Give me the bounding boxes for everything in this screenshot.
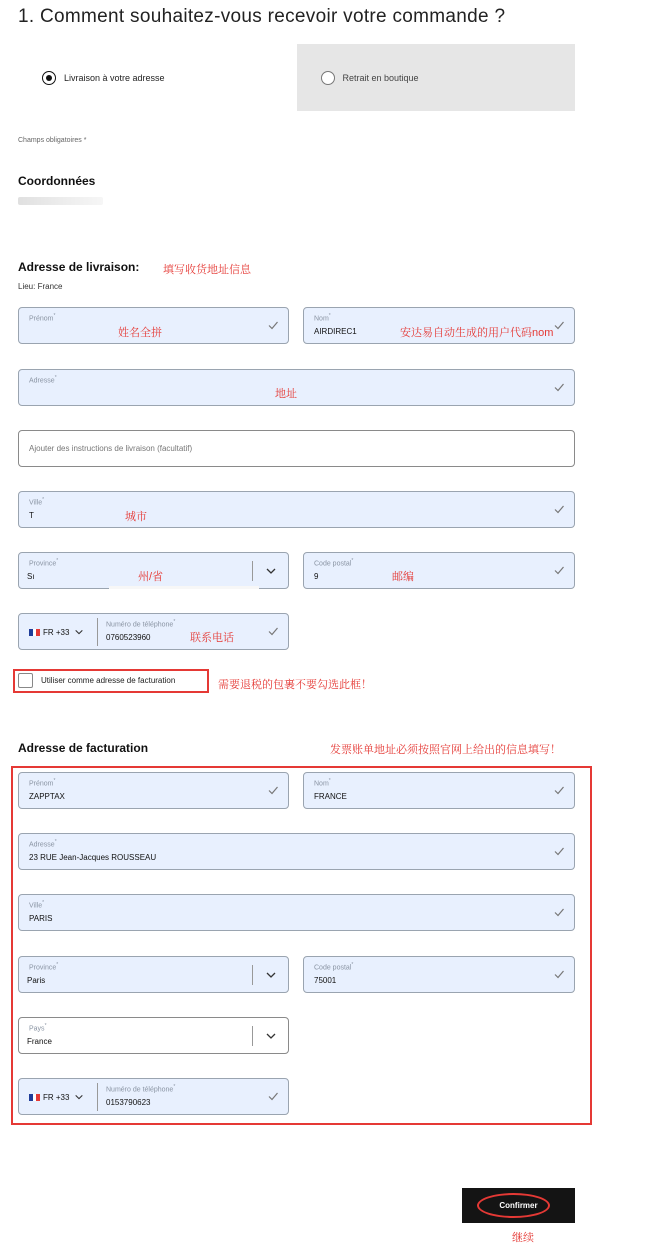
check-icon xyxy=(553,503,565,515)
check-icon xyxy=(553,319,565,331)
shipping-phone-field[interactable]: FR +33 Numéro de téléphone* 0760523960 xyxy=(18,613,289,650)
billing-adresse-label: Adresse xyxy=(29,841,55,849)
billing-postal-code-label: Code postal xyxy=(314,964,352,972)
billing-country-code-select[interactable] xyxy=(29,1092,84,1102)
billing-prenom-value: ZAPPTAX xyxy=(29,792,65,801)
chevron-down-icon[interactable] xyxy=(265,1030,277,1042)
shipping-prenom-label: Prénom xyxy=(29,315,54,323)
radio-store-pickup[interactable] xyxy=(321,71,335,85)
tab-home-delivery[interactable] xyxy=(18,44,297,111)
annotation-continue: 继续 xyxy=(512,1232,534,1244)
billing-postal-code-value: 75001 xyxy=(314,976,337,985)
chevron-down-icon[interactable] xyxy=(265,969,277,981)
annotation-address: 地址 xyxy=(275,388,297,400)
shipping-nom-label: Nom xyxy=(314,315,329,323)
annotation-tax-refund-warning: 需要退税的包裹不要勾选此框！ xyxy=(218,679,372,691)
check-icon xyxy=(553,784,565,796)
radio-home-delivery[interactable] xyxy=(42,71,56,85)
shipping-ville-value: T xyxy=(29,511,34,520)
check-icon xyxy=(553,381,565,393)
check-icon xyxy=(267,625,279,637)
billing-phone-field[interactable]: FR +33 Numéro de téléphone* 0153790623 xyxy=(18,1078,289,1115)
delivery-method-tabs xyxy=(18,44,575,111)
shipping-adresse-field[interactable]: Adresse* xyxy=(18,369,575,406)
annotation-full-name: 姓名全拼 xyxy=(118,327,162,339)
country-code-select[interactable] xyxy=(29,627,84,637)
confirm-button[interactable] xyxy=(462,1188,575,1223)
shipping-province-select[interactable]: Province* Sı xyxy=(18,552,289,589)
delivery-instructions-field[interactable] xyxy=(18,430,575,467)
tab-home-delivery-label: Livraison à votre adresse xyxy=(64,72,165,83)
shipping-phone-value: 0760523960 xyxy=(106,633,151,642)
shipping-nom-value: AIRDIREC1 xyxy=(314,327,357,336)
shipping-postal-code-field[interactable]: Code postal* 9 xyxy=(303,552,575,589)
shipping-adresse-label: Adresse xyxy=(29,377,55,385)
page-title: 1. Comment souhaitez-vous recevoir votre commande ? xyxy=(18,6,506,27)
use-as-billing-label[interactable]: Utiliser comme adresse de facturation xyxy=(41,676,176,685)
annotation-user-code: 安达易自动生成的用户代码nom xyxy=(400,327,554,339)
redacted-contact-info xyxy=(18,197,103,205)
billing-nom-field[interactable]: Nom* FRANCE xyxy=(303,772,575,809)
billing-province-value: Paris xyxy=(27,976,46,985)
chevron-down-icon xyxy=(74,627,84,637)
confirm-highlight-oval xyxy=(477,1193,550,1218)
billing-nom-label: Nom xyxy=(314,780,329,788)
shipping-lieu: Lieu: France xyxy=(18,282,63,291)
billing-prenom-label: Prénom xyxy=(29,780,54,788)
coordonnees-heading: Coordonnées xyxy=(18,174,96,188)
check-icon xyxy=(553,968,565,980)
shipping-phone-label: Numéro de téléphone xyxy=(106,621,174,629)
chevron-down-icon xyxy=(74,1092,84,1102)
billing-phone-value: 0153790623 xyxy=(106,1098,151,1107)
shipping-ville-label: Ville xyxy=(29,499,43,507)
billing-country-label: Pays xyxy=(29,1025,45,1033)
annotation-billing-note: 发票账单地址必须按照官网上给出的信息填写！ xyxy=(330,744,561,756)
shipping-postal-code-value: 9 xyxy=(314,572,319,581)
check-icon xyxy=(267,1090,279,1102)
country-code-label: FR +33 xyxy=(43,627,70,637)
billing-country-select[interactable]: Pays* France xyxy=(18,1017,289,1054)
tab-store-pickup-label: Retrait en boutique xyxy=(342,72,419,83)
required-note: Champs obligatoires * xyxy=(18,137,87,144)
annotation-fill-shipping: 填写收货地址信息 xyxy=(163,264,251,276)
use-as-billing-checkbox[interactable] xyxy=(18,673,33,688)
billing-highlight-box xyxy=(11,766,592,1125)
confirm-button-label: Confirmer xyxy=(499,1201,538,1210)
billing-ville-value: PARIS xyxy=(29,914,53,923)
tab-store-pickup[interactable] xyxy=(297,44,576,111)
shipping-province-label: Province xyxy=(29,560,57,568)
billing-phone-label: Numéro de téléphone xyxy=(106,1086,174,1094)
france-flag-icon xyxy=(29,1094,40,1101)
annotation-phone: 联系电话 xyxy=(190,632,234,644)
billing-nom-value: FRANCE xyxy=(314,792,347,801)
shipping-postal-code-label: Code postal xyxy=(314,560,352,568)
annotation-zip: 邮编 xyxy=(392,571,414,583)
billing-adresse-value: 23 RUE Jean-Jacques ROUSSEAU xyxy=(29,853,157,862)
chevron-down-icon[interactable] xyxy=(265,565,277,577)
billing-prenom-field[interactable]: Prénom* ZAPPTAX xyxy=(18,772,289,809)
shipping-ville-field[interactable]: Ville* T xyxy=(18,491,575,528)
billing-postal-code-field[interactable]: Code postal* 75001 xyxy=(303,956,575,993)
shipping-heading: Adresse de livraison: xyxy=(18,260,140,274)
check-icon xyxy=(267,319,279,331)
shipping-nom-field[interactable]: Nom* AIRDIREC1 xyxy=(303,307,575,344)
annotation-state: 州/省 xyxy=(138,571,164,583)
billing-adresse-field[interactable]: Adresse* 23 RUE Jean-Jacques ROUSSEAU xyxy=(18,833,575,870)
billing-province-label: Province xyxy=(29,964,57,972)
shipping-prenom-field[interactable]: Prénom* xyxy=(18,307,289,344)
check-icon xyxy=(553,906,565,918)
billing-ville-label: Ville xyxy=(29,902,43,910)
redacted-province xyxy=(109,586,259,589)
annotation-city: 城市 xyxy=(125,511,147,523)
shipping-province-value: Sı xyxy=(27,572,35,581)
check-icon xyxy=(553,564,565,576)
check-icon xyxy=(553,845,565,857)
france-flag-icon xyxy=(29,629,40,636)
billing-ville-field[interactable]: Ville* PARIS xyxy=(18,894,575,931)
delivery-instructions-placeholder: Ajouter des instructions de livraison (facultatif) xyxy=(29,444,193,453)
check-icon xyxy=(267,784,279,796)
billing-province-select[interactable]: Province* Paris xyxy=(18,956,289,993)
billing-heading: Adresse de facturation xyxy=(18,741,149,755)
billing-country-code-label: FR +33 xyxy=(43,1092,70,1102)
billing-country-value: France xyxy=(27,1037,52,1046)
